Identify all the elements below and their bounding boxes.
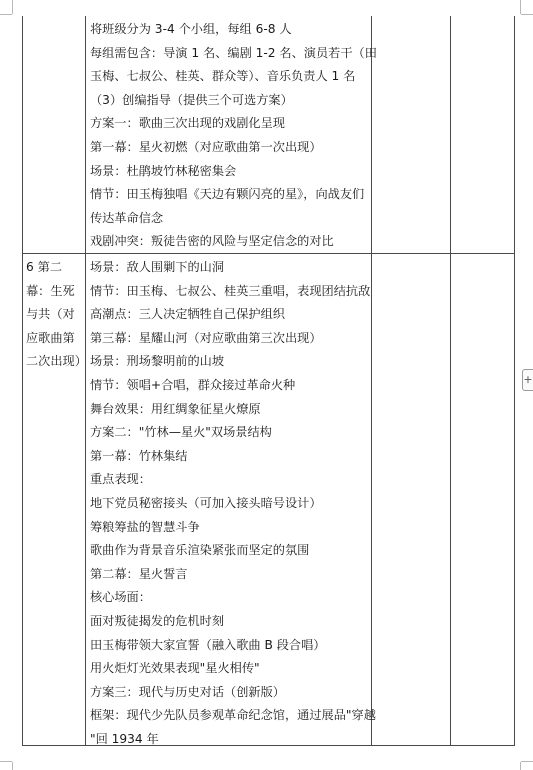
text-line: 玉梅、七叔公、桂英、群众等）、音乐负责人 1 名 <box>90 69 356 84</box>
crop-mark <box>520 0 521 14</box>
text-line: 舞台效果：用红绸象征星火燎原 <box>90 401 261 416</box>
text-line: 第一幕：星火初燃（对应歌曲第一次出现） <box>90 139 322 154</box>
text-line: 传达革命信念 <box>90 210 164 225</box>
text-line: 第一幕：竹林集结 <box>90 448 188 463</box>
text-line: 高潮点：三人决定牺牲自己保护组织 <box>90 307 285 322</box>
text-line: 重点表现： <box>90 472 151 487</box>
text-line: （3）创编指导（提供三个可选方案） <box>90 92 293 107</box>
text-line: 田玉梅带领大家宣誓（融入歌曲 B 段合唱） <box>90 637 326 652</box>
crop-mark <box>521 761 533 762</box>
text-line: 场景：刑场黎明前的山坡 <box>90 354 225 369</box>
row1-content-cell[interactable] <box>90 18 377 254</box>
row2-label: 6 第二幕：生死与共（对应歌曲第二次出现） <box>26 260 87 369</box>
text-line: 核心场面： <box>90 590 151 605</box>
text-line: 第三幕：星耀山河（对应歌曲第三次出现） <box>90 330 322 345</box>
text-line: 用火炬灯光效果表现"星火相传" <box>90 661 260 676</box>
text-line: 第二幕：星火誓言 <box>90 566 188 581</box>
text-line: 情节：田玉梅、七叔公、桂英三重唱，表现团结抗敌 <box>90 283 371 298</box>
text-line: 场景：杜鹃坡竹林秘密集会 <box>90 163 237 178</box>
text-line: "回 1934 年 <box>90 731 159 746</box>
plus-icon: + <box>523 373 533 386</box>
expand-handle-icon[interactable] <box>522 369 533 391</box>
crop-mark <box>521 14 533 15</box>
text-line: 方案一：歌曲三次出现的戏剧化呈现 <box>90 116 285 131</box>
text-line: 筹粮筹盐的智慧斗争 <box>90 519 200 534</box>
row2-content-cell[interactable] <box>90 256 376 751</box>
text-line: 方案二："竹林—星火"双场景结构 <box>90 425 272 440</box>
crop-mark <box>520 762 521 770</box>
text-line: 地下党员秘密接头（可加入接头暗号设计） <box>90 495 322 510</box>
text-line: 每组需包含：导演 1 名、编剧 1-2 名、演员若干（田 <box>90 45 377 60</box>
row2-label-cell[interactable] <box>26 256 87 374</box>
crop-mark <box>0 14 12 15</box>
column-divider <box>85 16 86 745</box>
lesson-plan-table <box>22 16 515 746</box>
text-line: 将班级分为 3-4 个小组，每组 6-8 人 <box>90 22 292 36</box>
crop-mark <box>12 762 13 770</box>
text-line: 方案三：现代与历史对话（创新版） <box>90 684 285 699</box>
text-line: 情节：田玉梅独唱《天边有颗闪亮的星》，向战友们 <box>90 187 365 202</box>
column-divider <box>450 16 451 745</box>
text-line: 戏剧冲突：叛徒告密的风险与坚定信念的对比 <box>90 234 334 249</box>
text-line: 场景：敌人围剿下的山洞 <box>90 260 225 274</box>
text-line: 情节：领唱+合唱，群众接过革命火种 <box>90 377 296 392</box>
text-line: 歌曲作为背景音乐渲染紧张而坚定的氛围 <box>90 543 310 558</box>
crop-mark <box>12 0 13 14</box>
text-line: 面对叛徒揭发的危机时刻 <box>90 613 225 628</box>
crop-mark <box>0 761 12 762</box>
text-line: 框架：现代少先队员参观革命纪念馆，通过展品"穿越 <box>90 708 376 723</box>
